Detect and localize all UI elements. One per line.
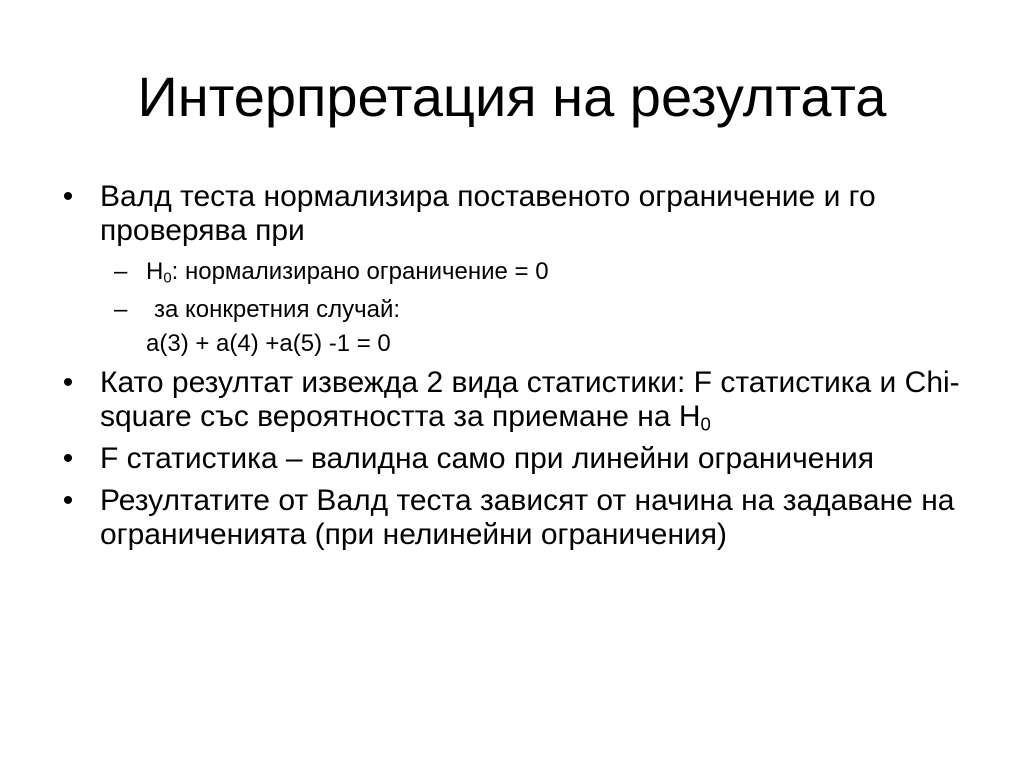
sub-item-prefix: H bbox=[146, 258, 164, 285]
slide-title: Интерпретация на резултата bbox=[137, 65, 887, 128]
bullet-text: Резултатите от Валд теста зависят от начина на задаване на ограниченията (при нелинейни ограничения) bbox=[100, 484, 955, 551]
sub-item-case bbox=[58, 294, 978, 326]
subscript: 0 bbox=[700, 413, 711, 435]
bullet-text: Като резултат извежда 2 вида статистики: F статистика и Chi-square със вероятността за приемане на H bbox=[100, 366, 960, 433]
bullet-item-3 bbox=[58, 442, 978, 476]
equation-text: a(3) + a(4) +a(5) -1 = 0 bbox=[146, 330, 391, 357]
dash-icon: – bbox=[114, 258, 128, 285]
bullet-text: Валд теста нормализира поставеното ограничение и го проверява при bbox=[100, 180, 876, 247]
bullet-item-4 bbox=[58, 484, 978, 552]
bullet-icon: • bbox=[62, 484, 74, 517]
equation-line bbox=[58, 328, 978, 360]
bullet-icon: • bbox=[62, 442, 74, 475]
slide-content bbox=[58, 180, 978, 560]
bullet-item-2 bbox=[58, 366, 978, 434]
bullet-text: F статистика – валидна само при линейни ограничения bbox=[100, 442, 875, 475]
dash-icon: – bbox=[114, 296, 128, 323]
bullet-icon: • bbox=[62, 366, 74, 399]
bullet-icon: • bbox=[62, 180, 74, 213]
sub-item-text: за конкретния случай: bbox=[154, 296, 401, 323]
bullet-item-1 bbox=[58, 180, 978, 248]
sub-item-text: : нормализирано ограничение = 0 bbox=[171, 258, 549, 285]
subscript: 0 bbox=[163, 270, 172, 287]
sub-item-h0 bbox=[58, 256, 978, 288]
